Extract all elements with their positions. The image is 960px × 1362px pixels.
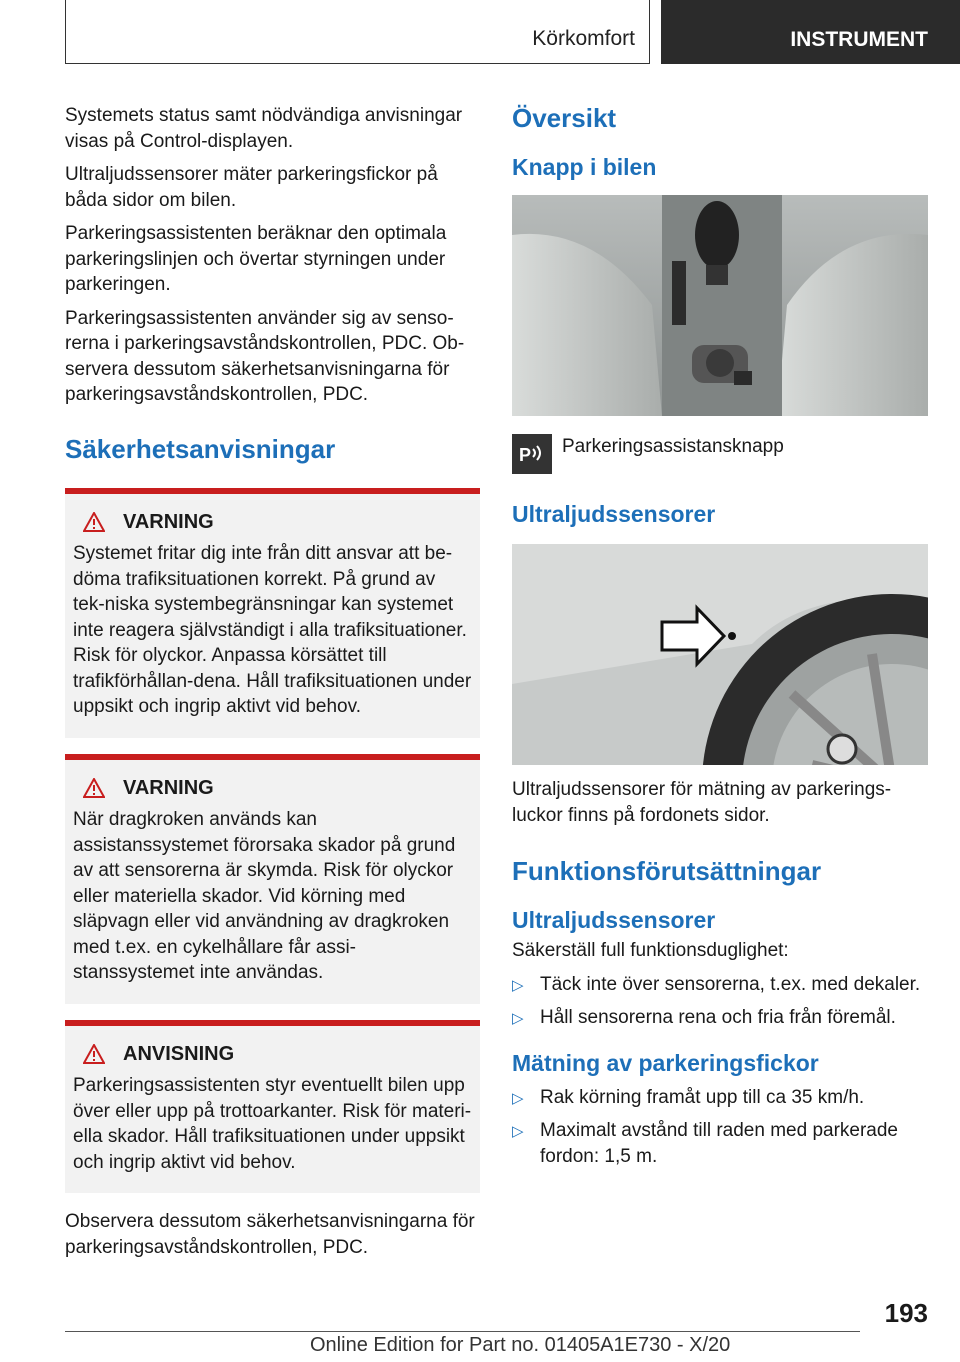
list-item: ▷ Maximalt avstånd till raden med parkerade fordon: 1,5 m.	[512, 1118, 928, 1169]
list-item: ▷ Täck inte över sensorerna, t.ex. med dekaler.	[512, 972, 928, 998]
requirements-heading: Funktionsförutsättningar	[512, 856, 822, 886]
right-column	[512, 103, 928, 1177]
warning-triangle-icon	[83, 1044, 105, 1064]
header-chapter-label: INSTRUMENT	[790, 28, 928, 51]
paragraph: Systemets status samt nödvändiga anvisningar visas på Control-displayen.	[65, 105, 463, 152]
warning-title-text: VARNING	[123, 510, 214, 533]
parking-assistant-button-icon	[512, 434, 552, 474]
sensor-caption: Ultraljudssensorer för mätning av parkerings-luckor finns på fordonets sidor.	[512, 779, 892, 826]
button-caption-row	[512, 434, 928, 474]
warning-title	[73, 776, 472, 802]
page-number: 193	[884, 1298, 928, 1328]
measure-heading: Mätning av parkeringsfickor	[512, 1049, 819, 1076]
notice-title-text: ANVISNING	[123, 1042, 235, 1065]
center-console-photo	[512, 195, 928, 416]
safety-heading: Säkerhetsanvisningar	[65, 433, 336, 464]
list-item: ▷ Håll sensorerna rena och fria från föremål.	[512, 1005, 928, 1031]
closing-paragraph: Observera dessutom säkerhetsanvisningarna för parkeringsavståndskontrollen, PDC.	[65, 1211, 475, 1258]
warning-title-text: VARNING	[123, 776, 214, 799]
notice-box	[65, 1020, 480, 1194]
warning-body: När dragkroken används kan assistanssystemet förorsaka skador på grund av att sensorerna är skymda. Risk för olyckor eller materiella skador. Vid körning med släpvagn eller vid användning av dragkroken med t.ex. en cykelhållare får assi-stanssystemet inte användas.	[73, 809, 456, 983]
notice-title	[73, 1042, 472, 1068]
warning-box	[65, 488, 480, 738]
sensor-heading: Ultraljudssensorer	[512, 501, 716, 527]
svg-text:P: P	[519, 445, 532, 465]
header-section-label: Körkomfort	[532, 27, 635, 50]
paragraph: Parkeringsassistenten beräknar den optimala parkeringslinjen och övertar styrningen under parkeringen.	[65, 223, 447, 295]
ultrasonic-sensor-photo	[512, 544, 928, 765]
warning-body: Systemet fritar dig inte från ditt ansvar att be-döma trafiksituationen korrekt. På grund av tek-niska systembegränsningar kan systemet inte reagera självständigt i alla trafiksituationer. Risk för olyckor. Anpassa körsättet till trafikförhållan-dena. Håll trafiksituationen under uppsikt och ingrip aktivt vid behov.	[73, 543, 472, 717]
list-item: ▷ Rak körning framåt upp till ca 35 km/h.	[512, 1085, 928, 1111]
overview-heading: Översikt	[512, 103, 617, 133]
header-section-tab	[65, 0, 650, 64]
header-chapter-tab	[661, 0, 960, 64]
footer-divider	[65, 1331, 860, 1332]
paragraph: Parkeringsassistenten använder sig av senso-rerna i parkeringsavståndskontrollen, PDC. Ob-servera dessutom säkerhetsanvisningarna för parkeringsavståndskontrollen, PDC.	[65, 307, 465, 405]
button-caption: Parkeringsassistansknapp	[562, 436, 784, 457]
notice-body: Parkeringsassistenten styr eventuellt bilen upp över eller upp på trottoarkanter. Risk för materi-ella skador. Håll trafiksituationen under uppsikt och ingrip aktivt vid behov.	[73, 1075, 472, 1173]
button-heading: Knapp i bilen	[512, 154, 657, 180]
footer-edition: Online Edition for Part no. 01405A1E730 - X/20	[310, 1334, 731, 1356]
req-sensor-intro: Säkerställ full funktionsduglighet:	[512, 940, 789, 961]
req-sensor-list	[512, 972, 928, 1031]
warning-triangle-icon	[83, 778, 105, 798]
warning-title	[73, 510, 472, 536]
req-sensor-heading: Ultraljudssensorer	[512, 907, 716, 933]
paragraph: Ultraljudssensorer mäter parkeringsfickor på båda sidor om bilen.	[65, 164, 438, 211]
measure-list	[512, 1085, 928, 1170]
warning-box	[65, 754, 480, 1004]
warning-triangle-icon	[83, 512, 105, 532]
left-column	[65, 103, 480, 1268]
